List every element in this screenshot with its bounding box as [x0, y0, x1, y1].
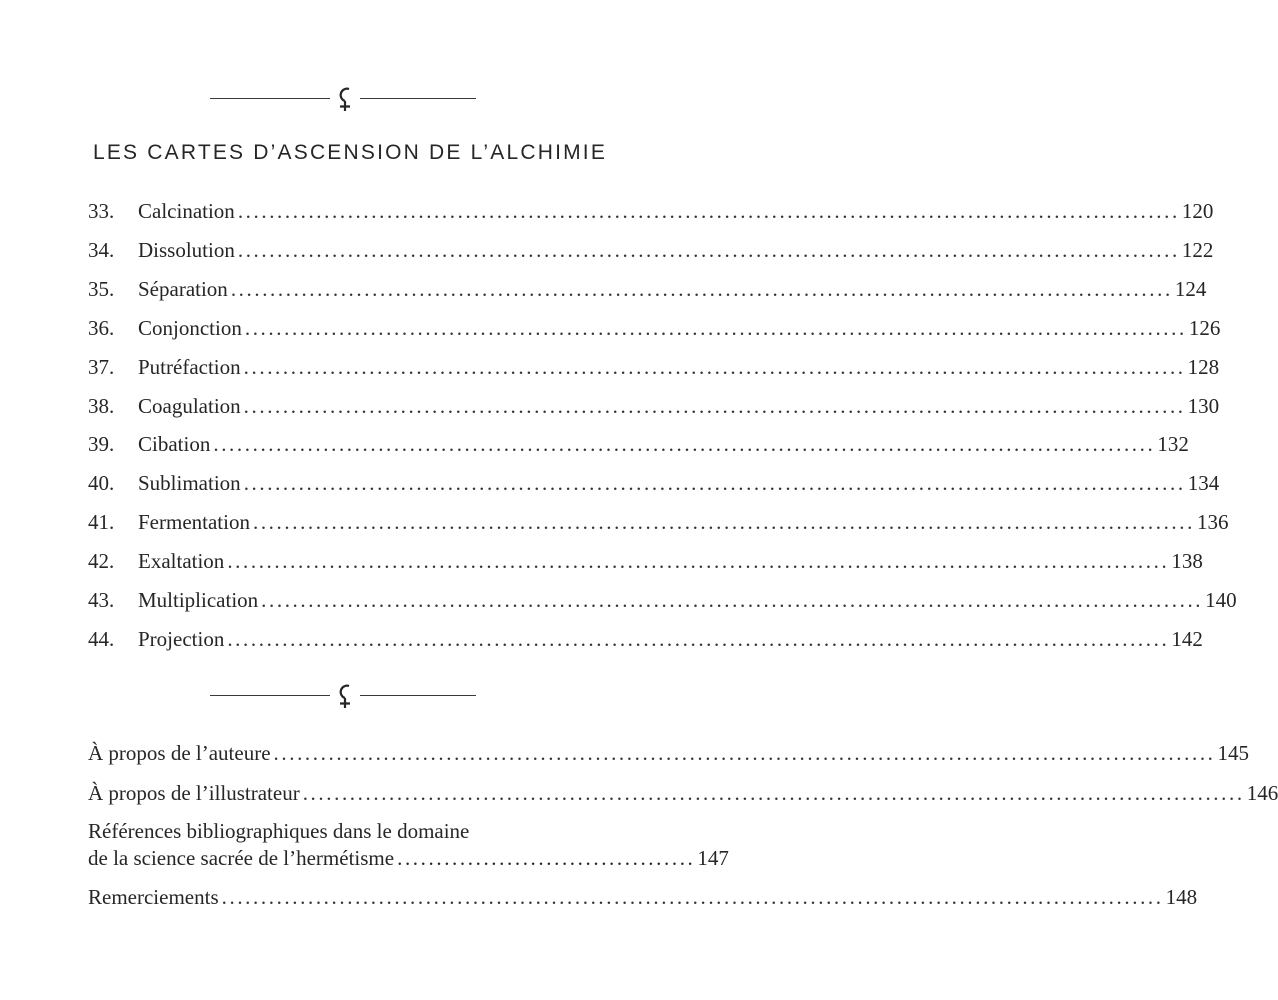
entry-title: Exaltation: [138, 549, 225, 573]
toc-entry[interactable]: [88, 585, 1237, 615]
entry-number: 42.: [88, 549, 115, 573]
top-ornament: [0, 84, 700, 114]
entry-number: 43.: [88, 588, 115, 612]
toc-entry[interactable]: [88, 313, 1221, 343]
entry-page: 146: [1246, 781, 1278, 805]
toc-entry[interactable]: [88, 235, 1214, 265]
entry-page: 128: [1187, 355, 1220, 379]
ornament-rule-right: [360, 695, 476, 696]
entry-title: Putréfaction: [138, 355, 241, 379]
toc-entry[interactable]: [88, 507, 1229, 537]
section-title: LES CARTES D’ASCENSION DE L’ALCHIMIE: [92, 141, 608, 164]
entry-title: Fermentation: [138, 510, 250, 534]
entry-title: Coagulation: [138, 394, 241, 418]
entry-number: 37.: [88, 355, 115, 379]
entry-title: Calcination: [138, 199, 235, 223]
venus-symbol-icon: [334, 84, 356, 114]
dot-leader: [274, 738, 1216, 768]
dot-leader: [253, 507, 1195, 537]
entry-page: 124: [1174, 277, 1207, 301]
entry-title: Remerciements: [88, 885, 219, 909]
toc-entry[interactable]: [88, 274, 1207, 304]
dot-leader: [227, 546, 1169, 576]
entry-title: Cibation: [138, 432, 211, 456]
entry-number: 41.: [88, 510, 115, 534]
dot-leader: [261, 585, 1203, 615]
toc-entry-about-illustrator[interactable]: [88, 778, 1278, 808]
entry-title: À propos de l’illustrateur: [88, 781, 300, 805]
ornament-rule-right: [360, 98, 476, 99]
toc-entry[interactable]: [88, 352, 1220, 382]
entry-title: Sublimation: [138, 471, 241, 495]
entry-title: Multiplication: [138, 588, 259, 612]
entry-page: 134: [1187, 471, 1220, 495]
ornament-rule-left: [210, 695, 330, 696]
entry-number: 33.: [88, 199, 115, 223]
entry-page: 130: [1187, 394, 1220, 418]
middle-ornament: [0, 681, 700, 711]
entry-page: 138: [1171, 549, 1203, 573]
entry-number: 38.: [88, 394, 115, 418]
entry-number: 44.: [88, 627, 115, 651]
toc-entry-about-author[interactable]: [88, 738, 1250, 768]
toc-entry[interactable]: [88, 196, 1214, 226]
entry-title: Séparation: [138, 277, 228, 301]
toc-entry[interactable]: [88, 468, 1220, 498]
toc-entry[interactable]: [88, 429, 1189, 459]
entry-page: 136: [1196, 510, 1229, 534]
entry-number: 34.: [88, 238, 115, 262]
entry-number: 36.: [88, 316, 115, 340]
dot-leader: [227, 624, 1169, 654]
toc-entry[interactable]: [88, 624, 1203, 654]
toc-entry-acknowledgements[interactable]: [88, 882, 1198, 912]
dot-leader: [238, 196, 1180, 226]
entry-title: À propos de l’auteure: [88, 741, 271, 765]
venus-symbol-icon: [334, 681, 356, 711]
dot-leader: [245, 313, 1187, 343]
dot-leader: [238, 235, 1180, 265]
entry-title: Dissolution: [138, 238, 235, 262]
entry-number: 40.: [88, 471, 115, 495]
ornament-rule-left: [210, 98, 330, 99]
dot-leader: [213, 429, 1155, 459]
entry-page: 122: [1181, 238, 1214, 262]
dot-leader: [231, 274, 1173, 304]
entry-page: 145: [1217, 741, 1250, 765]
toc-entry[interactable]: [88, 546, 1203, 576]
entry-second-line: [88, 845, 729, 872]
dot-leader: [244, 352, 1186, 382]
dot-leader: [244, 391, 1186, 421]
dot-leader: [303, 778, 1245, 808]
entry-page: 140: [1205, 588, 1237, 612]
toc-entry-bibliography[interactable]: [88, 818, 729, 872]
entry-page: 132: [1157, 432, 1189, 456]
dot-leader: [222, 882, 1164, 912]
entry-number: 39.: [88, 432, 115, 456]
dot-leader: ......................................: [397, 846, 696, 870]
entry-title: Conjonction: [138, 316, 242, 340]
entry-title: Projection: [138, 627, 225, 651]
entry-title-line1: Références bibliographiques dans le domaine: [88, 819, 470, 843]
entry-page: 147: [697, 846, 729, 870]
entry-number: 35.: [88, 277, 115, 301]
entry-page: 148: [1165, 885, 1198, 909]
entry-title-line2: de la science sacrée de l’hermétisme: [88, 846, 395, 870]
dot-leader: [244, 468, 1186, 498]
entry-page: 120: [1181, 199, 1214, 223]
entry-page: 126: [1188, 316, 1221, 340]
toc-entry[interactable]: [88, 391, 1220, 421]
entry-page: 142: [1171, 627, 1203, 651]
